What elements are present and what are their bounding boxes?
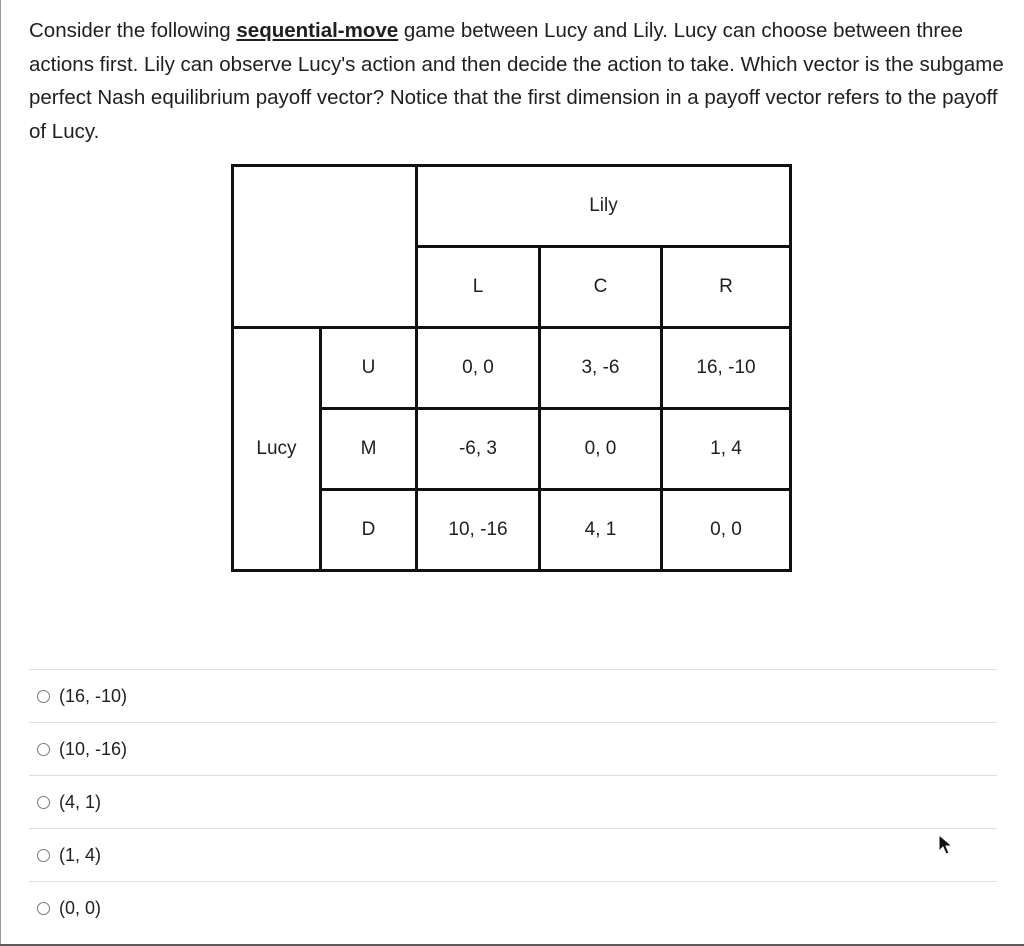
- answer-options: [29, 669, 997, 934]
- empty-corner-cell: [233, 166, 417, 328]
- payoff-matrix: [231, 164, 792, 572]
- mouse-cursor-icon: [937, 834, 955, 856]
- answer-option-label: (4, 1): [59, 791, 102, 812]
- question-suffix: game between Lucy and Lily. Lucy can choose between three actions first. Lily can observe Lucy's action and then decide the action to take. Which vector is the subgame perfect Nash equilibrium payoff vector? Notice that the first dimension in a payoff vector refers to the payoff of Lucy.: [29, 19, 1004, 143]
- row-action-D: D: [321, 490, 417, 571]
- row-player-header: Lucy: [233, 328, 321, 571]
- radio-button[interactable]: [37, 796, 50, 809]
- question-keyword: sequential-move: [236, 19, 399, 42]
- column-action-L: L: [417, 247, 540, 328]
- payoff-cell: 4, 1: [540, 490, 662, 571]
- answer-option-label: (16, -10): [59, 685, 128, 706]
- payoff-cell: 0, 0: [417, 328, 540, 409]
- answer-option[interactable]: [29, 776, 997, 828]
- answer-option-label: (1, 4): [59, 844, 102, 865]
- radio-button[interactable]: [37, 902, 50, 915]
- answer-option[interactable]: [29, 670, 997, 722]
- column-action-R: R: [662, 247, 791, 328]
- answer-option[interactable]: [29, 829, 997, 881]
- answer-option[interactable]: [29, 723, 997, 775]
- answer-option[interactable]: [29, 882, 997, 934]
- payoff-cell: 16, -10: [662, 328, 791, 409]
- payoff-cell: 1, 4: [662, 409, 791, 490]
- radio-button[interactable]: [37, 743, 50, 756]
- payoff-cell: 0, 0: [540, 409, 662, 490]
- payoff-cell: 3, -6: [540, 328, 662, 409]
- column-action-C: C: [540, 247, 662, 328]
- page-left-border: [0, 0, 1, 946]
- radio-button[interactable]: [37, 690, 50, 703]
- payoff-cell: 0, 0: [662, 490, 791, 571]
- question-text: [29, 14, 1004, 148]
- radio-button[interactable]: [37, 849, 50, 862]
- answer-option-label: (10, -16): [59, 738, 128, 759]
- column-player-header: Lily: [417, 166, 791, 247]
- payoff-cell: -6, 3: [417, 409, 540, 490]
- answer-option-label: (0, 0): [59, 897, 102, 918]
- payoff-cell: 10, -16: [417, 490, 540, 571]
- row-action-M: M: [321, 409, 417, 490]
- question-prefix: Consider the following: [29, 19, 237, 42]
- row-action-U: U: [321, 328, 417, 409]
